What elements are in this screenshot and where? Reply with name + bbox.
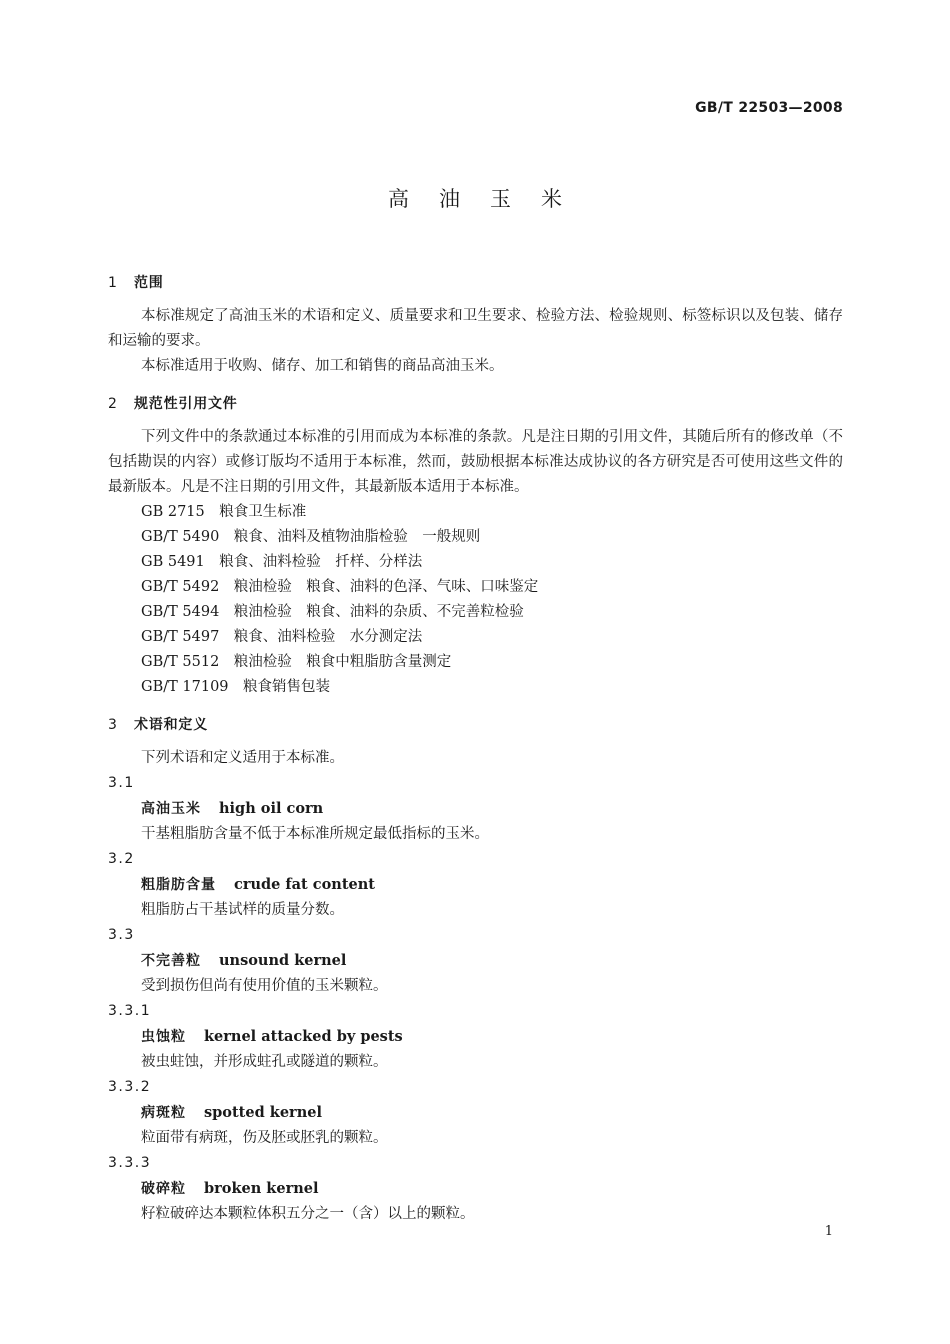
section-title: 术语和定义: [134, 717, 208, 733]
reference-item: GB/T 5497 粮食、油料检验 水分测定法: [141, 629, 423, 645]
reference-item: GB/T 5490 粮食、油料及植物油脂检验 一般规则: [141, 529, 481, 545]
section-number: 3: [108, 717, 118, 733]
term-number: 3.3.1: [108, 1003, 152, 1019]
term-name-cn: 高油玉米: [141, 801, 201, 817]
term-name-en: spotted kernel: [204, 1104, 322, 1121]
paragraph: 本标准规定了高油玉米的术语和定义、质量要求和卫生要求、检验方法、检验规则、标签标识以及包装、储存和运输的要求。: [108, 308, 843, 349]
term-name-cn: 粗脂肪含量: [141, 877, 216, 893]
term-name-en: kernel attacked by pests: [204, 1028, 403, 1045]
reference-item: GB/T 5494 粮油检验 粮食、油料的杂质、不完善粒检验: [141, 604, 524, 620]
section-number: 1: [108, 275, 118, 291]
reference-item: GB 2715 粮食卫生标准: [141, 504, 307, 520]
paragraph: 下列术语和定义适用于本标准。: [141, 750, 344, 766]
section-title: 范围: [134, 275, 164, 291]
reference-item: GB 5491 粮食、油料检验 扦样、分样法: [141, 554, 423, 570]
document-body: [108, 258, 843, 1227]
term-name-en: high oil corn: [219, 800, 324, 817]
term-name-cn: 不完善粒: [141, 953, 201, 969]
term-name: [108, 872, 843, 898]
term-name-en: unsound kernel: [219, 952, 347, 969]
reference-item: GB/T 5492 粮油检验 粮食、油料的色泽、气味、口味鉴定: [141, 579, 539, 595]
term-definition: 籽粒破碎达本颗粒体积五分之一（含）以上的颗粒。: [141, 1206, 475, 1222]
term-name: [108, 1024, 843, 1050]
section-number: 2: [108, 396, 118, 412]
term-name-cn: 虫蚀粒: [141, 1029, 186, 1045]
paragraph: 本标准适用于收购、储存、加工和销售的商品高油玉米。: [141, 358, 504, 374]
document-title: [0, 183, 950, 213]
term-definition: 被虫蛀蚀，并形成蛀孔或隧道的颗粒。: [141, 1054, 388, 1070]
page-number: 1: [824, 1224, 833, 1239]
term-name-en: broken kernel: [204, 1180, 319, 1197]
term-definition: 干基粗脂肪含量不低于本标准所规定最低指标的玉米。: [141, 826, 489, 842]
section-title: 规范性引用文件: [134, 396, 238, 412]
term-name: [108, 948, 843, 974]
term-name-cn: 病斑粒: [141, 1105, 186, 1121]
term-definition: 受到损伤但尚有使用价值的玉米颗粒。: [141, 978, 388, 994]
section-heading-scope: [108, 272, 843, 294]
term-number: 3.3: [108, 927, 135, 943]
reference-item: GB/T 17109 粮食销售包装: [141, 679, 331, 695]
reference-item: GB/T 5512 粮油检验 粮食中粗脂肪含量测定: [141, 654, 452, 670]
document-title-text: 高油玉米: [388, 187, 592, 211]
term-number: 3.3.3: [108, 1155, 152, 1171]
term-number: 3.3.2: [108, 1079, 152, 1095]
term-number: 3.2: [108, 851, 135, 867]
term-name: [108, 1100, 843, 1126]
paragraph: 下列文件中的条款通过本标准的引用而成为本标准的条款。凡是注日期的引用文件，其随后所有的修改单（不包括勘误的内容）或修订版均不适用于本标准，然而，鼓励根据本标准达成协议的各方研究是否可使用这些文件的最新版本。凡是不注日期的引用文件，其最新版本适用于本标准。: [108, 429, 843, 495]
term-name-en: crude fat content: [234, 876, 376, 893]
term-definition: 粒面带有病斑，伤及胚或胚乳的颗粒。: [141, 1130, 388, 1146]
term-name: [108, 1176, 843, 1202]
section-heading-terms-definitions: [108, 714, 843, 736]
term-name: [108, 796, 843, 822]
term-number: 3.1: [108, 775, 135, 791]
section-heading-normative-references: [108, 393, 843, 415]
term-name-cn: 破碎粒: [141, 1181, 186, 1197]
standard-number: GB/T 22503—2008: [695, 100, 843, 116]
term-definition: 粗脂肪占干基试样的质量分数。: [141, 902, 344, 918]
